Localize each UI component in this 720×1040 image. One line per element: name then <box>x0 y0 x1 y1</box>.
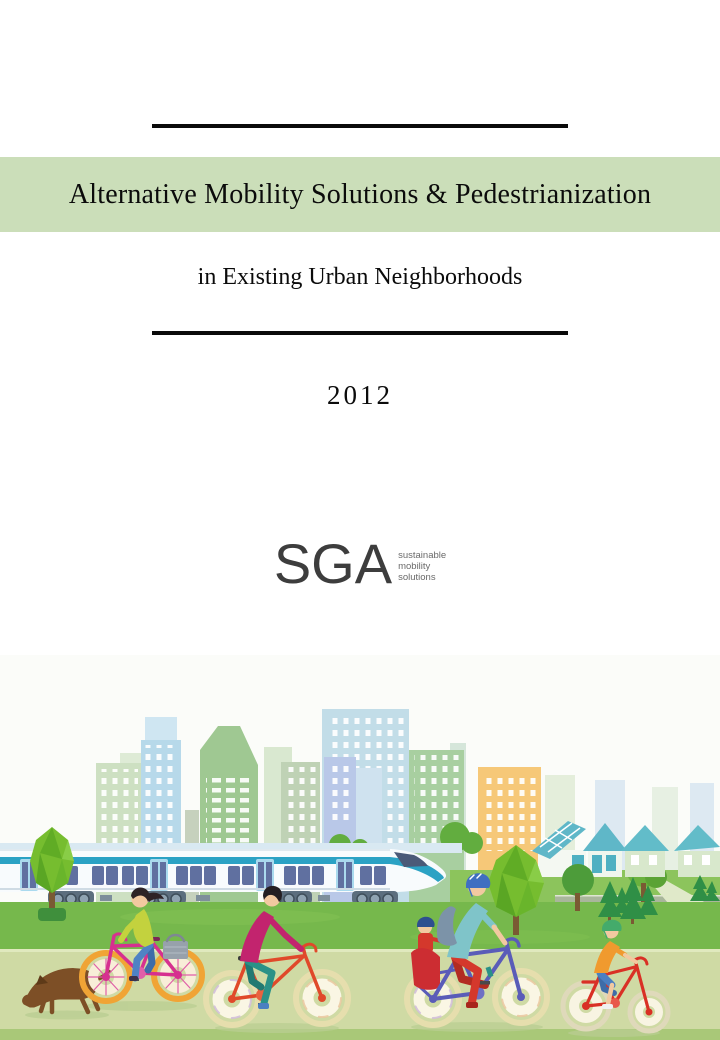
sga-logo <box>0 532 720 595</box>
city-cycling-illustration <box>0 655 720 1040</box>
report-year: 2012 <box>327 380 393 410</box>
report-title: Alternative Mobility Solutions & Pedestrianization <box>68 178 652 210</box>
sga-logo-acronym: SGA <box>273 532 393 595</box>
title-banner <box>0 157 720 232</box>
small-round-tree <box>562 864 594 896</box>
sga-logo-tagline: sustainable mobility solutions <box>398 549 447 583</box>
horizontal-rule-bottom <box>152 331 568 335</box>
report-subtitle: in Existing Urban Neighborhoods <box>197 264 523 290</box>
horizontal-rule-top <box>152 124 568 128</box>
